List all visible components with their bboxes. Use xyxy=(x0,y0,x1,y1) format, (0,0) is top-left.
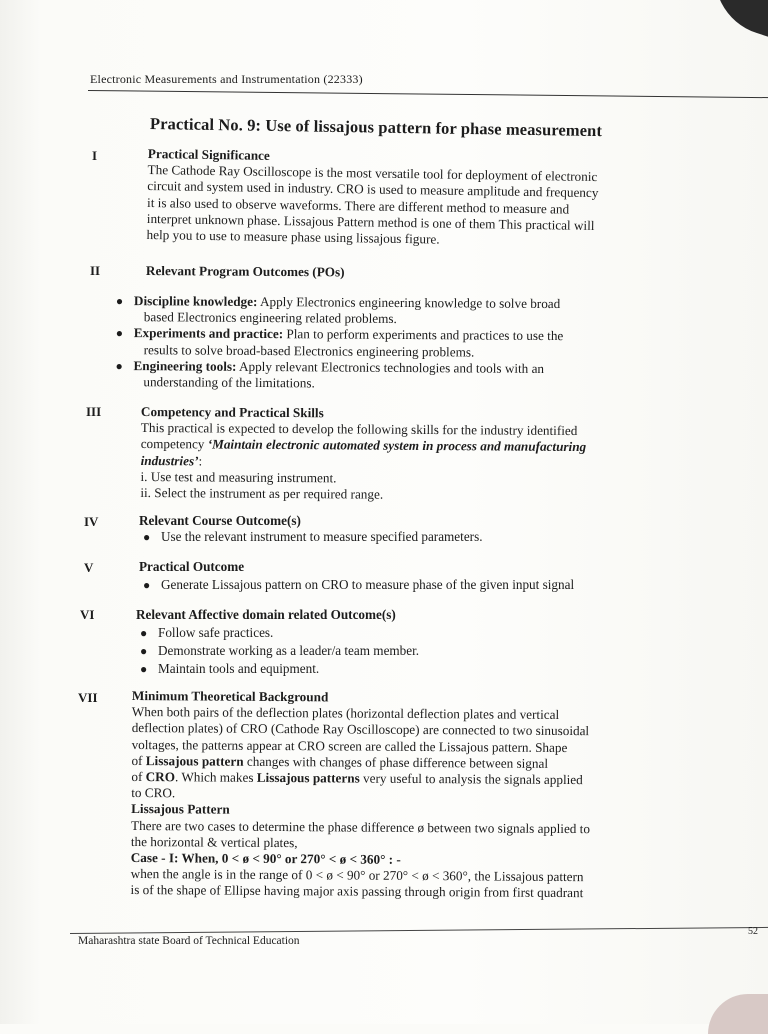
bullet-icon: ● xyxy=(115,326,124,341)
bullet-icon: ● xyxy=(140,644,148,658)
paragraph-line: This practical is expected to develop the following skills for the industry identified xyxy=(140,420,578,439)
bullet-text: Follow safe practices. xyxy=(158,625,274,640)
bullet-text: Apply relevant Electronics technologies and tools with an xyxy=(236,358,545,376)
bullet-bold-label: Discipline knowledge: xyxy=(133,293,258,309)
bullet-icon: ● xyxy=(140,662,148,676)
section-heading: Relevant Course Outcome(s) xyxy=(139,513,301,528)
bullet-icon: ● xyxy=(140,626,148,640)
paragraph-line: When both pairs of the deflection plates (horizontal deflection plates and vertical xyxy=(131,704,560,723)
bullet-icon: ● xyxy=(115,293,124,309)
paragraph-text: changes with changes of phase difference between signal xyxy=(243,753,549,771)
paragraph-text: very useful to analysis the signals applied xyxy=(359,770,583,788)
paragraph-line: when the angle is in the range of 0 < ø < 90° or 270° < ø < 360°, the Lissajous pattern xyxy=(130,866,584,885)
paragraph-line: it is also used to observe waveforms. There are different method to measure and xyxy=(147,194,570,217)
page-title: Practical No. 9: Use of lissajous pattern for phase measurement xyxy=(149,114,603,141)
section-heading: Practical Outcome xyxy=(139,559,245,574)
paragraph-text: . Which makes xyxy=(174,769,257,785)
paragraph-line: to CRO. xyxy=(131,785,176,801)
section-number: III xyxy=(86,404,102,419)
list-item: ii. Select the instrument as per required range. xyxy=(140,485,384,502)
section-affective-outcome xyxy=(136,606,419,678)
section-course-outcome xyxy=(139,513,483,545)
bullet-icon: ● xyxy=(143,578,151,593)
bullet-text: results to solve broad-based Electronics engineering problems. xyxy=(143,341,475,360)
subheading: Lissajous Pattern xyxy=(131,801,230,818)
bullet-bold-label: Experiments and practice: xyxy=(133,325,284,342)
list-item: i. Use test and measuring instrument. xyxy=(140,468,337,486)
footer-text: Maharashtra state Board of Technical Education xyxy=(78,935,300,947)
bullet-text: Demonstrate working as a leader/a team member. xyxy=(158,643,420,658)
paragraph-line: deflection plates) of CRO (Cathode Ray Oscilloscope) are connected to two sinusoidal xyxy=(131,720,590,739)
paragraph-line: the horizontal & vertical plates, xyxy=(130,833,298,850)
bullet-text: based Electronics engineering related problems. xyxy=(143,309,397,327)
paragraph-line: help you to use to measure phase using lissajous figure. xyxy=(146,227,440,247)
case-label: Case - I: xyxy=(130,850,179,866)
paragraph-line: The Cathode Ray Oscilloscope is the most versatile tool for deployment of electronic xyxy=(147,162,598,185)
competency-text: industries’ xyxy=(140,452,199,469)
bullet-icon: ● xyxy=(115,358,123,373)
emphasis-text: CRO xyxy=(145,769,176,785)
paragraph-line: voltages, the patterns appear at CRO screen are called the Lissajous pattern. Shape xyxy=(131,736,568,755)
section-number: V xyxy=(84,560,94,575)
competency-text: ‘Maintain electronic automated system in process and manufacturing xyxy=(207,436,587,455)
case-condition: When, 0 < ø < 90° or 270° < ø < 360° : - xyxy=(178,850,401,867)
section-heading: Practical Significance xyxy=(147,146,270,163)
section-number: VI xyxy=(80,607,95,622)
emphasis-text: Lissajous pattern xyxy=(145,752,244,769)
bullet-text: Maintain tools and equipment. xyxy=(158,661,320,676)
paragraph-text: of xyxy=(131,752,146,768)
running-header: Electronic Measurements and Instrumentation (22333) xyxy=(90,72,363,86)
section-number: I xyxy=(92,148,98,163)
bullet-text: understanding of the limitations. xyxy=(143,374,315,391)
punctuation: : xyxy=(198,453,203,469)
paragraph-line: is of the shape of Ellipse having major axis passing through origin from first quadrant xyxy=(130,882,584,901)
section-number: IV xyxy=(84,514,99,529)
section-competency xyxy=(140,404,586,504)
bullet-text: Apply Electronics engineering knowledge to solve broad xyxy=(257,293,561,312)
bullet-bold-label: Engineering tools: xyxy=(133,357,237,374)
page-number: 52 xyxy=(748,926,758,937)
section-number: II xyxy=(90,263,101,278)
section-heading: Competency and Practical Skills xyxy=(140,404,324,421)
section-theory xyxy=(131,688,591,902)
paragraph-line: There are two cases to determine the phase difference ø between two signals applied to xyxy=(130,817,591,836)
paragraph-line: interpret unknown phase. Lissajous Pattern method is one of them This practical will xyxy=(146,210,595,233)
section-heading: Relevant Program Outcomes (POs) xyxy=(145,263,345,280)
section-heading: Minimum Theoretical Background xyxy=(131,688,329,705)
paragraph-text: of xyxy=(131,769,146,785)
paragraph-line: circuit and system used in industry. CRO is used to measure amplitude and frequency xyxy=(147,178,599,201)
section-heading: Relevant Affective domain related Outcome(s) xyxy=(136,607,396,622)
bullet-text: Use the relevant instrument to measure specified parameters. xyxy=(161,529,483,545)
paragraph-text: competency xyxy=(140,436,208,452)
bullet-icon: ● xyxy=(143,530,151,545)
bullet-text: Plan to perform experiments and practices to use the xyxy=(283,326,564,344)
bullet-text: Generate Lissajous pattern on CRO to measure phase of the given input signal xyxy=(161,577,575,593)
emphasis-text: Lissajous patterns xyxy=(256,769,360,786)
section-practical-outcome xyxy=(139,559,574,593)
section-practical-significance xyxy=(146,146,599,250)
section-number: VII xyxy=(78,690,98,705)
po-bullet-list xyxy=(115,293,563,393)
